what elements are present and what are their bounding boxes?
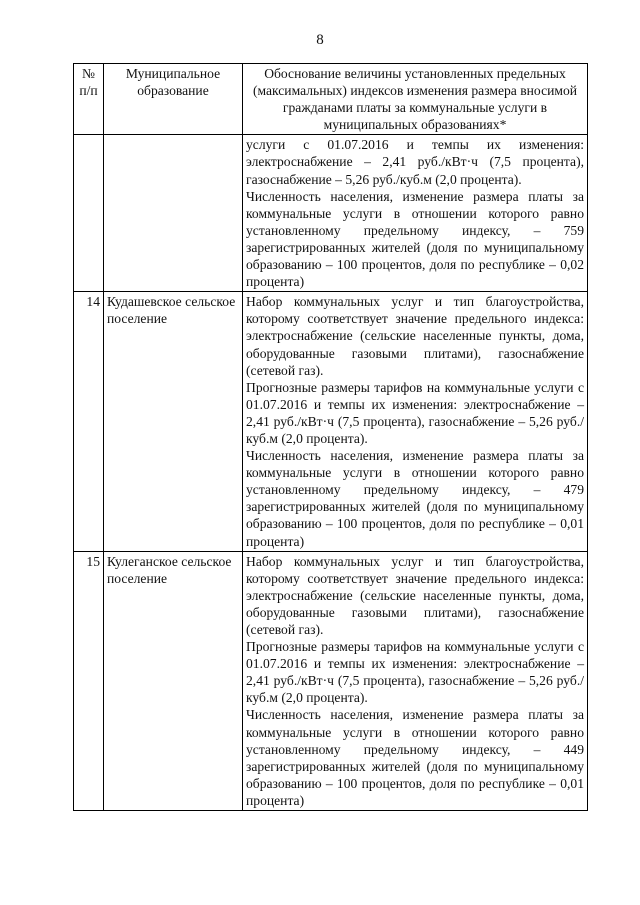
row-number: 14	[74, 292, 104, 551]
header-num-label: № п/п	[79, 66, 98, 99]
justification-paragraph: Прогнозные размеры тарифов на коммунальные услуги с 01.07.2016 и темпы их изменения: электроснабжение – 2,41 руб./кВт·ч (7,5 процента), газоснабжение – 5,26 руб./куб.м (2,0 процента).	[246, 639, 584, 706]
justification-paragraph: Численность населения, изменение размера платы за коммунальные услуги в отношении которого равно установленному предельному индексу, – 759 зарегистрированных жителей (доля по муниципальному образованию – 100 процентов, доля по республике – 0,02 процента)	[246, 188, 584, 290]
justification-paragraph: Численность населения, изменение размера платы за коммунальные услуги в отношении которого равно установленному предельному индексу, – 449 зарегистрированных жителей (доля по муниципальному образованию – 100 процентов, доля по республике – 0,01 процента)	[246, 707, 584, 808]
tariff-index-table	[73, 63, 588, 811]
table-row	[74, 292, 588, 551]
municipality-name	[104, 135, 243, 292]
header-municipality: Муниципальное образование	[104, 64, 243, 135]
row-number: 15	[74, 551, 104, 810]
justification-paragraph: Численность населения, изменение размера платы за коммунальные услуги в отношении которого равно установленному предельному индексу, – 479 зарегистрированных жителей (доля по муниципальному образованию – 100 процентов, доля по республике – 0,01 процента)	[246, 448, 584, 549]
justification-paragraph: Прогнозные размеры тарифов на коммунальные услуги с 01.07.2016 и темпы их изменения: электроснабжение – 2,41 руб./кВт·ч (7,5 процента), газоснабжение – 5,26 руб./куб.м (2,0 процента).	[246, 379, 584, 446]
justification-cell	[243, 135, 588, 292]
row-number	[74, 135, 104, 292]
table-row	[74, 551, 588, 810]
header-num	[74, 64, 104, 135]
table-body	[74, 135, 588, 811]
justification-paragraph: Набор коммунальных услуг и тип благоустройства, которому соответствует значение предельного индекса: электроснабжение (сельские населенные пункты, дома, оборудованные газовыми плитами), газоснабжение (сетевой газ).	[246, 294, 584, 378]
justification-cell	[243, 292, 588, 551]
municipality-name: Кудашевское сельское поселение	[104, 292, 243, 551]
page-number: 8	[316, 32, 324, 48]
municipality-name: Кулеганское сельское поселение	[104, 551, 243, 810]
table-row	[74, 135, 588, 292]
header-justification: Обоснование величины установленных предельных (максимальных) индексов изменения размера вносимой гражданами платы за коммунальные услуги в муниципальных образованиях*	[243, 64, 588, 135]
justification-cell	[243, 551, 588, 810]
justification-paragraph: услуги с 01.07.2016 и темпы их изменения: электроснабжение – 2,41 руб./кВт·ч (7,5 процента), газоснабжение – 5,26 руб./куб.м (2,0 процента).	[246, 137, 584, 187]
justification-paragraph: Набор коммунальных услуг и тип благоустройства, которому соответствует значение предельного индекса: электроснабжение (сельские населенные пункты, дома, оборудованные газовыми плитами), газоснабжение (сетевой газ).	[246, 553, 584, 637]
table-header-row	[74, 64, 588, 135]
